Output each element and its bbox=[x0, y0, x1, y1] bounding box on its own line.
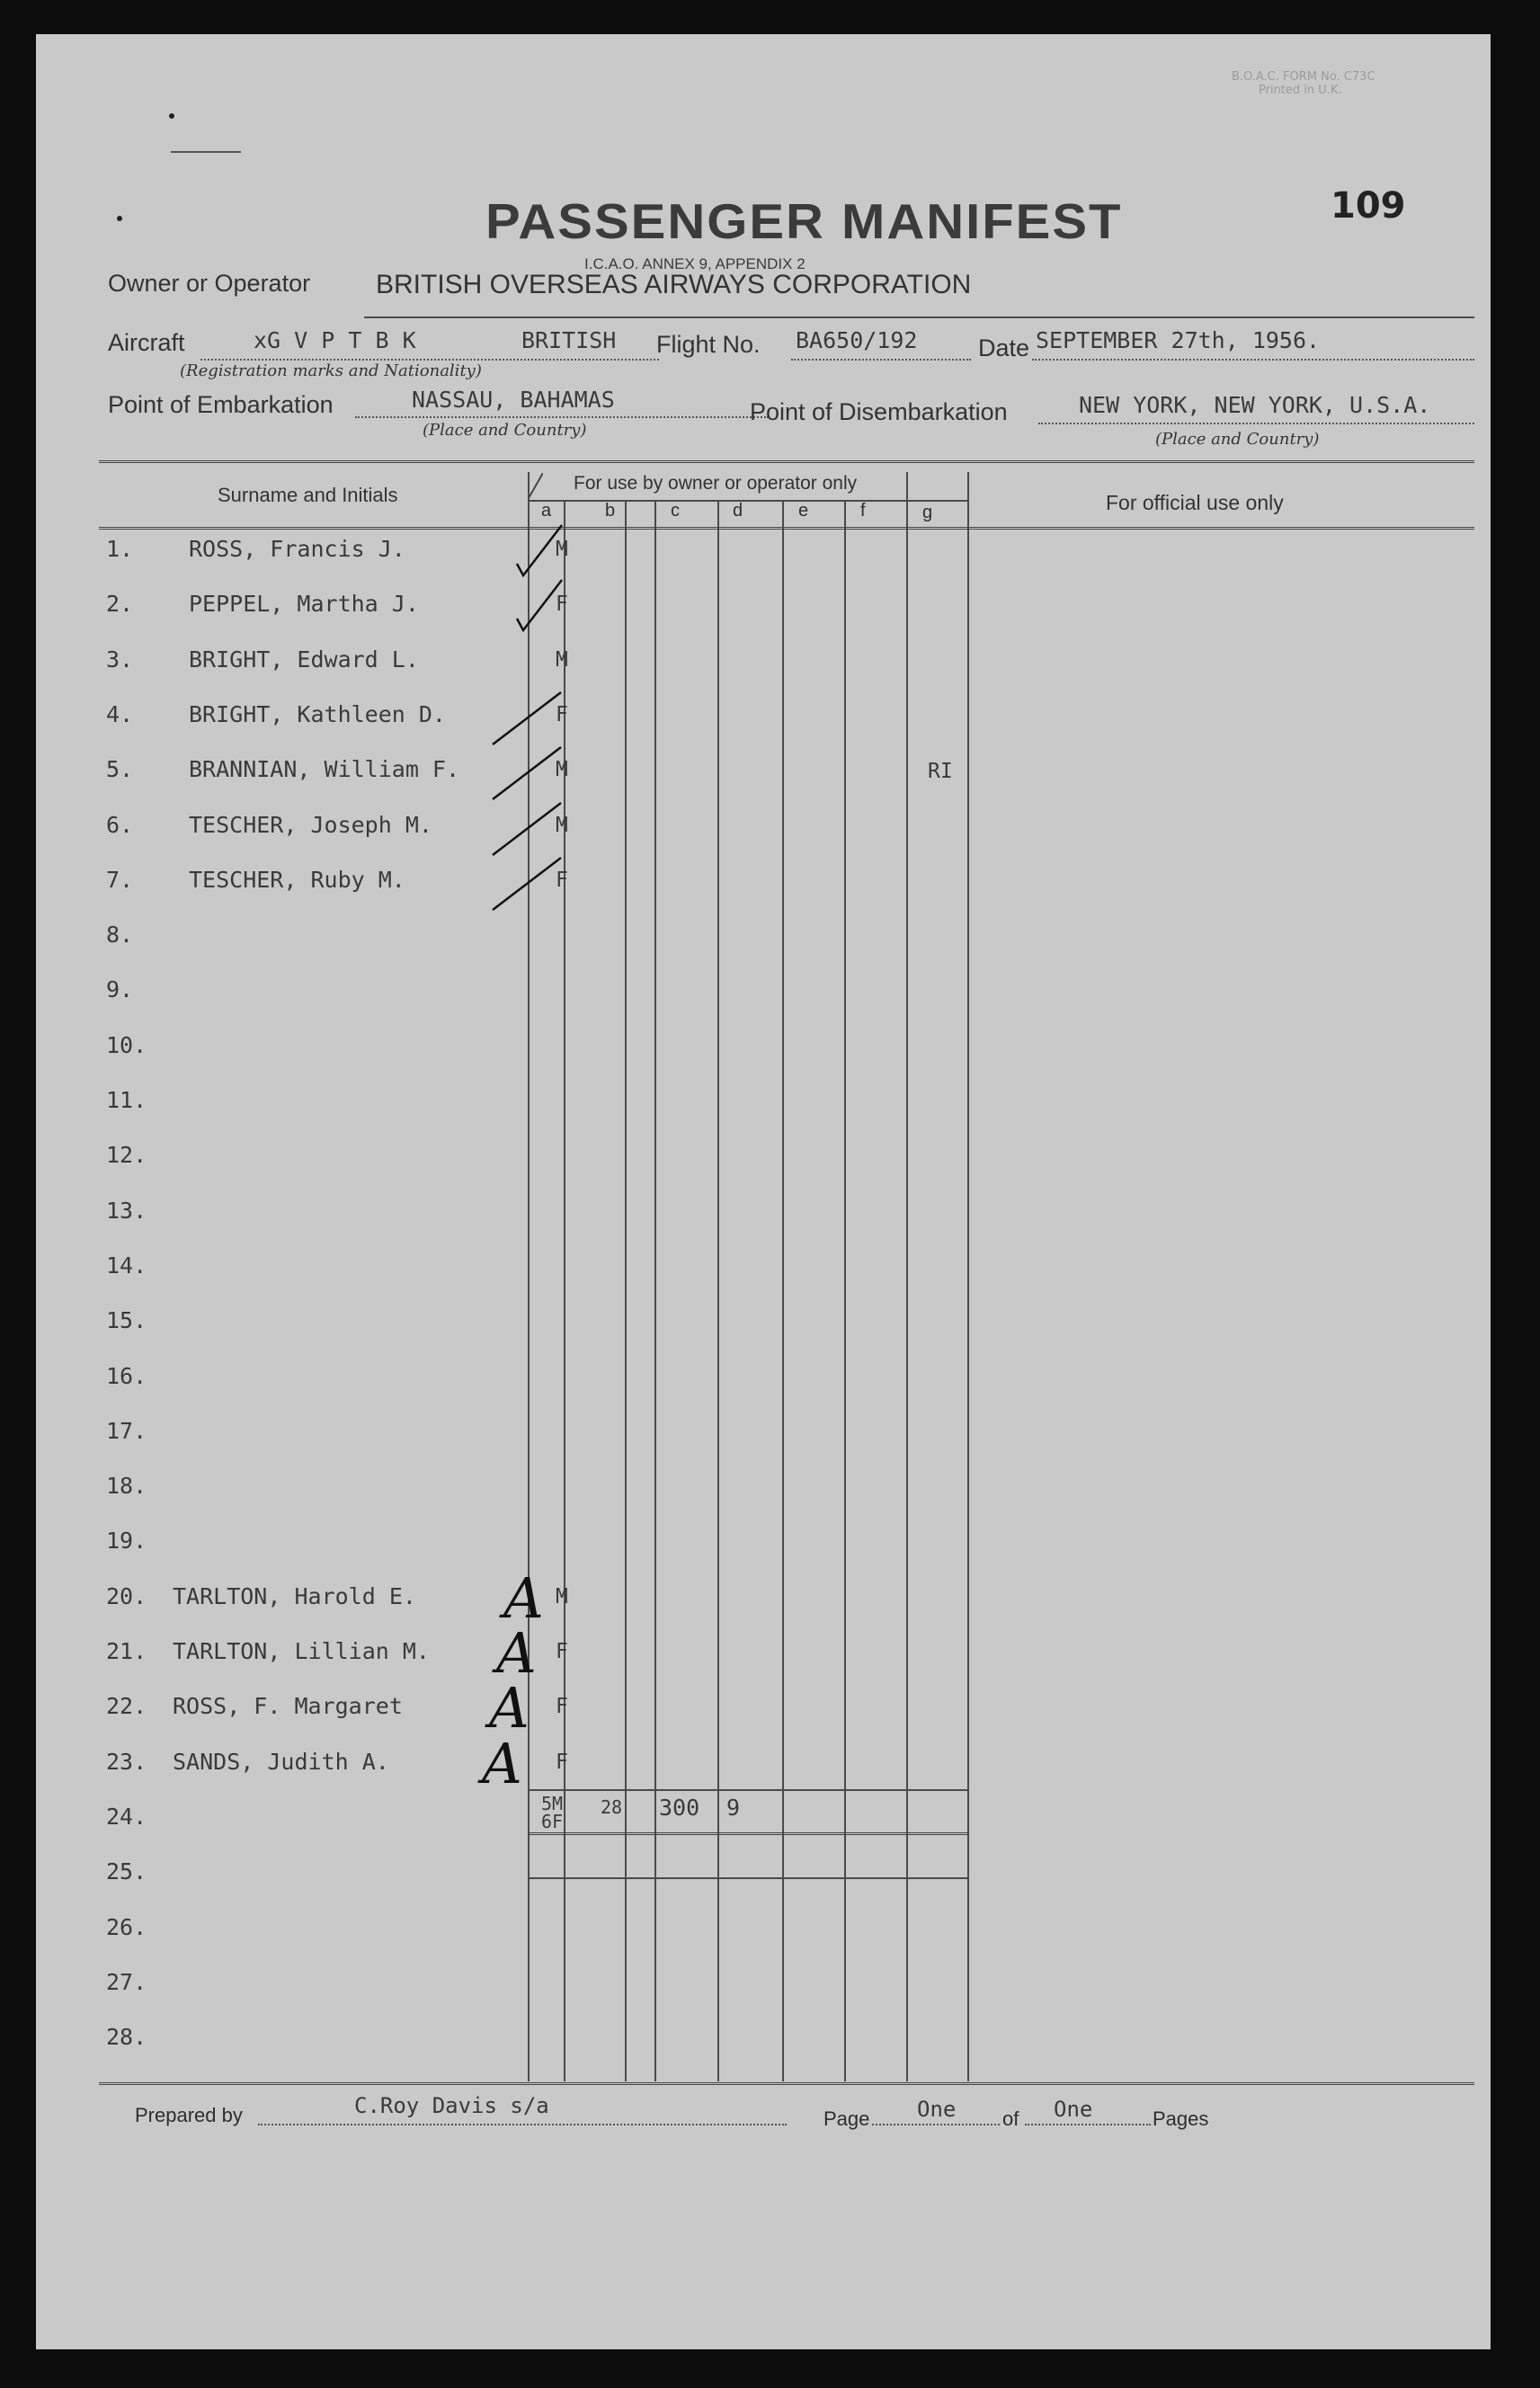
passenger-sex: M bbox=[556, 1585, 568, 1608]
stamp-line-2: Printed in U.K. bbox=[1259, 84, 1342, 97]
operator-label: Owner or Operator bbox=[108, 270, 311, 297]
corner-page-number: 109 bbox=[1331, 185, 1406, 227]
handwritten-a-mark: A bbox=[503, 1565, 544, 1631]
aircraft-hint: (Registration marks and Nationality) bbox=[180, 361, 482, 380]
row-number: 16. bbox=[106, 1363, 147, 1389]
form-stamp bbox=[1232, 70, 1375, 97]
stray-mark bbox=[117, 216, 122, 221]
row-number: 27. bbox=[106, 1969, 147, 1995]
aircraft-underline bbox=[200, 359, 659, 361]
col-f-g-border bbox=[844, 500, 846, 2081]
page-title: PASSENGER MANIFEST bbox=[485, 193, 1123, 250]
row-number: 24. bbox=[106, 1804, 147, 1830]
official-left-border bbox=[967, 472, 969, 2081]
row-number: 9. bbox=[106, 976, 134, 1002]
slash-mark-icon bbox=[485, 854, 566, 921]
embarkation-underline bbox=[355, 416, 769, 418]
passenger-sex: F bbox=[556, 1695, 568, 1718]
embarkation-value: NASSAU, BAHAMAS bbox=[412, 387, 615, 413]
date-underline bbox=[1032, 359, 1474, 361]
aircraft-nationality: BRITISH bbox=[521, 327, 617, 353]
total-d: 9 bbox=[726, 1795, 741, 1821]
col-header-f: f bbox=[860, 501, 866, 521]
passenger-name: BRIGHT, Kathleen D. bbox=[189, 701, 446, 727]
passenger-name: BRANNIAN, William F. bbox=[189, 756, 460, 782]
totals-bottom-line bbox=[528, 1832, 968, 1835]
passenger-sex: F bbox=[556, 1640, 568, 1663]
row-number: 2. bbox=[106, 591, 134, 617]
col-header-c: c bbox=[671, 501, 680, 521]
of-value: One bbox=[1054, 2097, 1093, 2122]
row-number: 15. bbox=[106, 1307, 147, 1333]
passenger-sex: M bbox=[556, 648, 568, 672]
total-c: 300 bbox=[659, 1795, 700, 1821]
passenger-name: ROSS, Francis J. bbox=[189, 536, 405, 562]
handwritten-a-mark: A bbox=[482, 1731, 522, 1796]
total-sex bbox=[541, 1795, 563, 1831]
manifest-sheet bbox=[36, 34, 1491, 2349]
passenger-sex: M bbox=[556, 814, 568, 837]
passenger-name: PEPPEL, Martha J. bbox=[189, 591, 419, 617]
page-subtitle: I.C.A.O. ANNEX 9, APPENDIX 2 bbox=[584, 255, 806, 272]
row-number: 25. bbox=[106, 1858, 147, 1885]
row-number: 6. bbox=[106, 812, 134, 838]
aircraft-registration: xG V P T B K bbox=[254, 327, 416, 353]
check-mark-icon bbox=[485, 578, 566, 645]
disembarkation-label: Point of Disembarkation bbox=[750, 398, 1008, 425]
row-number: 21. bbox=[106, 1638, 147, 1664]
of-label: of bbox=[1002, 2107, 1019, 2130]
col-header-d: d bbox=[733, 501, 743, 521]
passenger-name: SANDS, Judith A. bbox=[173, 1749, 389, 1775]
col-c-d-border bbox=[654, 500, 656, 2081]
table-top-border bbox=[99, 460, 1474, 463]
stray-mark bbox=[169, 113, 174, 119]
passenger-sex: F bbox=[556, 593, 568, 616]
col-d-e-border bbox=[717, 500, 719, 2081]
passenger-col-g: RI bbox=[928, 760, 953, 783]
total-b: 28 bbox=[601, 1796, 623, 1818]
row-number: 5. bbox=[106, 756, 134, 782]
divider bbox=[364, 316, 1474, 318]
passenger-sex: M bbox=[556, 538, 568, 561]
passenger-sex: M bbox=[556, 758, 568, 781]
totals-top-line bbox=[528, 1789, 968, 1791]
stamp-line-1: B.O.A.C. FORM No. C73C bbox=[1232, 70, 1375, 84]
flight-label: Flight No. bbox=[656, 331, 761, 358]
row-number: 23. bbox=[106, 1749, 147, 1775]
total-male: 5M bbox=[541, 1793, 564, 1814]
passenger-sex: F bbox=[556, 703, 568, 726]
row-number: 14. bbox=[106, 1252, 147, 1279]
table-bottom-border bbox=[99, 2082, 1474, 2085]
row-number: 18. bbox=[106, 1473, 147, 1499]
stray-mark bbox=[171, 151, 241, 153]
pages-label: Pages bbox=[1153, 2107, 1209, 2130]
passenger-name: ROSS, F. Margaret bbox=[173, 1693, 403, 1719]
date-value: SEPTEMBER 27th, 1956. bbox=[1036, 327, 1321, 353]
row-number: 12. bbox=[106, 1142, 147, 1168]
flight-underline bbox=[791, 359, 971, 361]
prepared-label: Prepared by bbox=[135, 2104, 243, 2126]
surname-header: Surname and Initials bbox=[218, 484, 398, 506]
page-label: Page bbox=[823, 2107, 870, 2130]
row-number: 11. bbox=[106, 1087, 147, 1113]
row-number: 28. bbox=[106, 2024, 147, 2050]
row-number: 4. bbox=[106, 701, 134, 727]
disembarkation-underline bbox=[1038, 423, 1474, 424]
row-number: 17. bbox=[106, 1418, 147, 1444]
subheader-line bbox=[528, 500, 968, 502]
passenger-sex: F bbox=[556, 869, 568, 892]
col-g-right-border bbox=[906, 472, 908, 2081]
header-bottom-border bbox=[99, 527, 1474, 530]
owner-use-header: For use by owner or operator only bbox=[574, 473, 858, 494]
passenger-name: TARLTON, Harold E. bbox=[173, 1583, 416, 1609]
row-25-line bbox=[528, 1877, 968, 1879]
passenger-name: BRIGHT, Edward L. bbox=[189, 646, 419, 673]
aircraft-label: Aircraft bbox=[108, 329, 185, 356]
total-female: 6F bbox=[541, 1811, 564, 1832]
row-number: 22. bbox=[106, 1693, 147, 1719]
handwritten-a-mark: A bbox=[489, 1675, 530, 1741]
disembarkation-hint: (Place and Country) bbox=[1155, 430, 1320, 449]
row-number: 8. bbox=[106, 922, 134, 948]
row-number: 26. bbox=[106, 1914, 147, 1940]
date-label: Date bbox=[978, 334, 1030, 361]
flight-value: BA650/192 bbox=[796, 327, 918, 353]
passenger-name: TESCHER, Ruby M. bbox=[189, 867, 405, 893]
page-underline bbox=[872, 2124, 1000, 2125]
row-number: 20. bbox=[106, 1583, 147, 1609]
row-number: 13. bbox=[106, 1198, 147, 1224]
col-header-a: a bbox=[541, 501, 552, 521]
official-use-header: For official use only bbox=[1106, 491, 1284, 514]
disembarkation-value: NEW YORK, NEW YORK, U.S.A. bbox=[1079, 392, 1431, 418]
of-underline bbox=[1025, 2124, 1151, 2125]
col-b-c-border bbox=[625, 500, 627, 2081]
operator-value: BRITISH OVERSEAS AIRWAYS CORPORATION bbox=[376, 270, 972, 299]
prepared-value: C.Roy Davis s/a bbox=[354, 2093, 549, 2118]
row-number: 10. bbox=[106, 1032, 147, 1058]
embarkation-hint: (Place and Country) bbox=[423, 421, 587, 440]
col-e-f-border bbox=[782, 500, 784, 2081]
row-number: 19. bbox=[106, 1528, 147, 1554]
passenger-name: TESCHER, Joseph M. bbox=[189, 812, 432, 838]
prepared-underline bbox=[258, 2124, 787, 2125]
row-number: 1. bbox=[106, 536, 134, 562]
col-header-g: g bbox=[922, 503, 933, 522]
passenger-name: TARLTON, Lillian M. bbox=[173, 1638, 430, 1664]
row-number: 3. bbox=[106, 646, 134, 673]
page-value: One bbox=[917, 2097, 957, 2122]
handwritten-a-mark: A bbox=[496, 1620, 537, 1686]
col-header-e: e bbox=[798, 501, 809, 521]
embarkation-label: Point of Embarkation bbox=[108, 391, 334, 418]
passenger-sex: F bbox=[556, 1751, 568, 1774]
col-header-b: b bbox=[605, 501, 616, 521]
row-number: 7. bbox=[106, 867, 134, 893]
header-diagonal bbox=[529, 473, 543, 498]
